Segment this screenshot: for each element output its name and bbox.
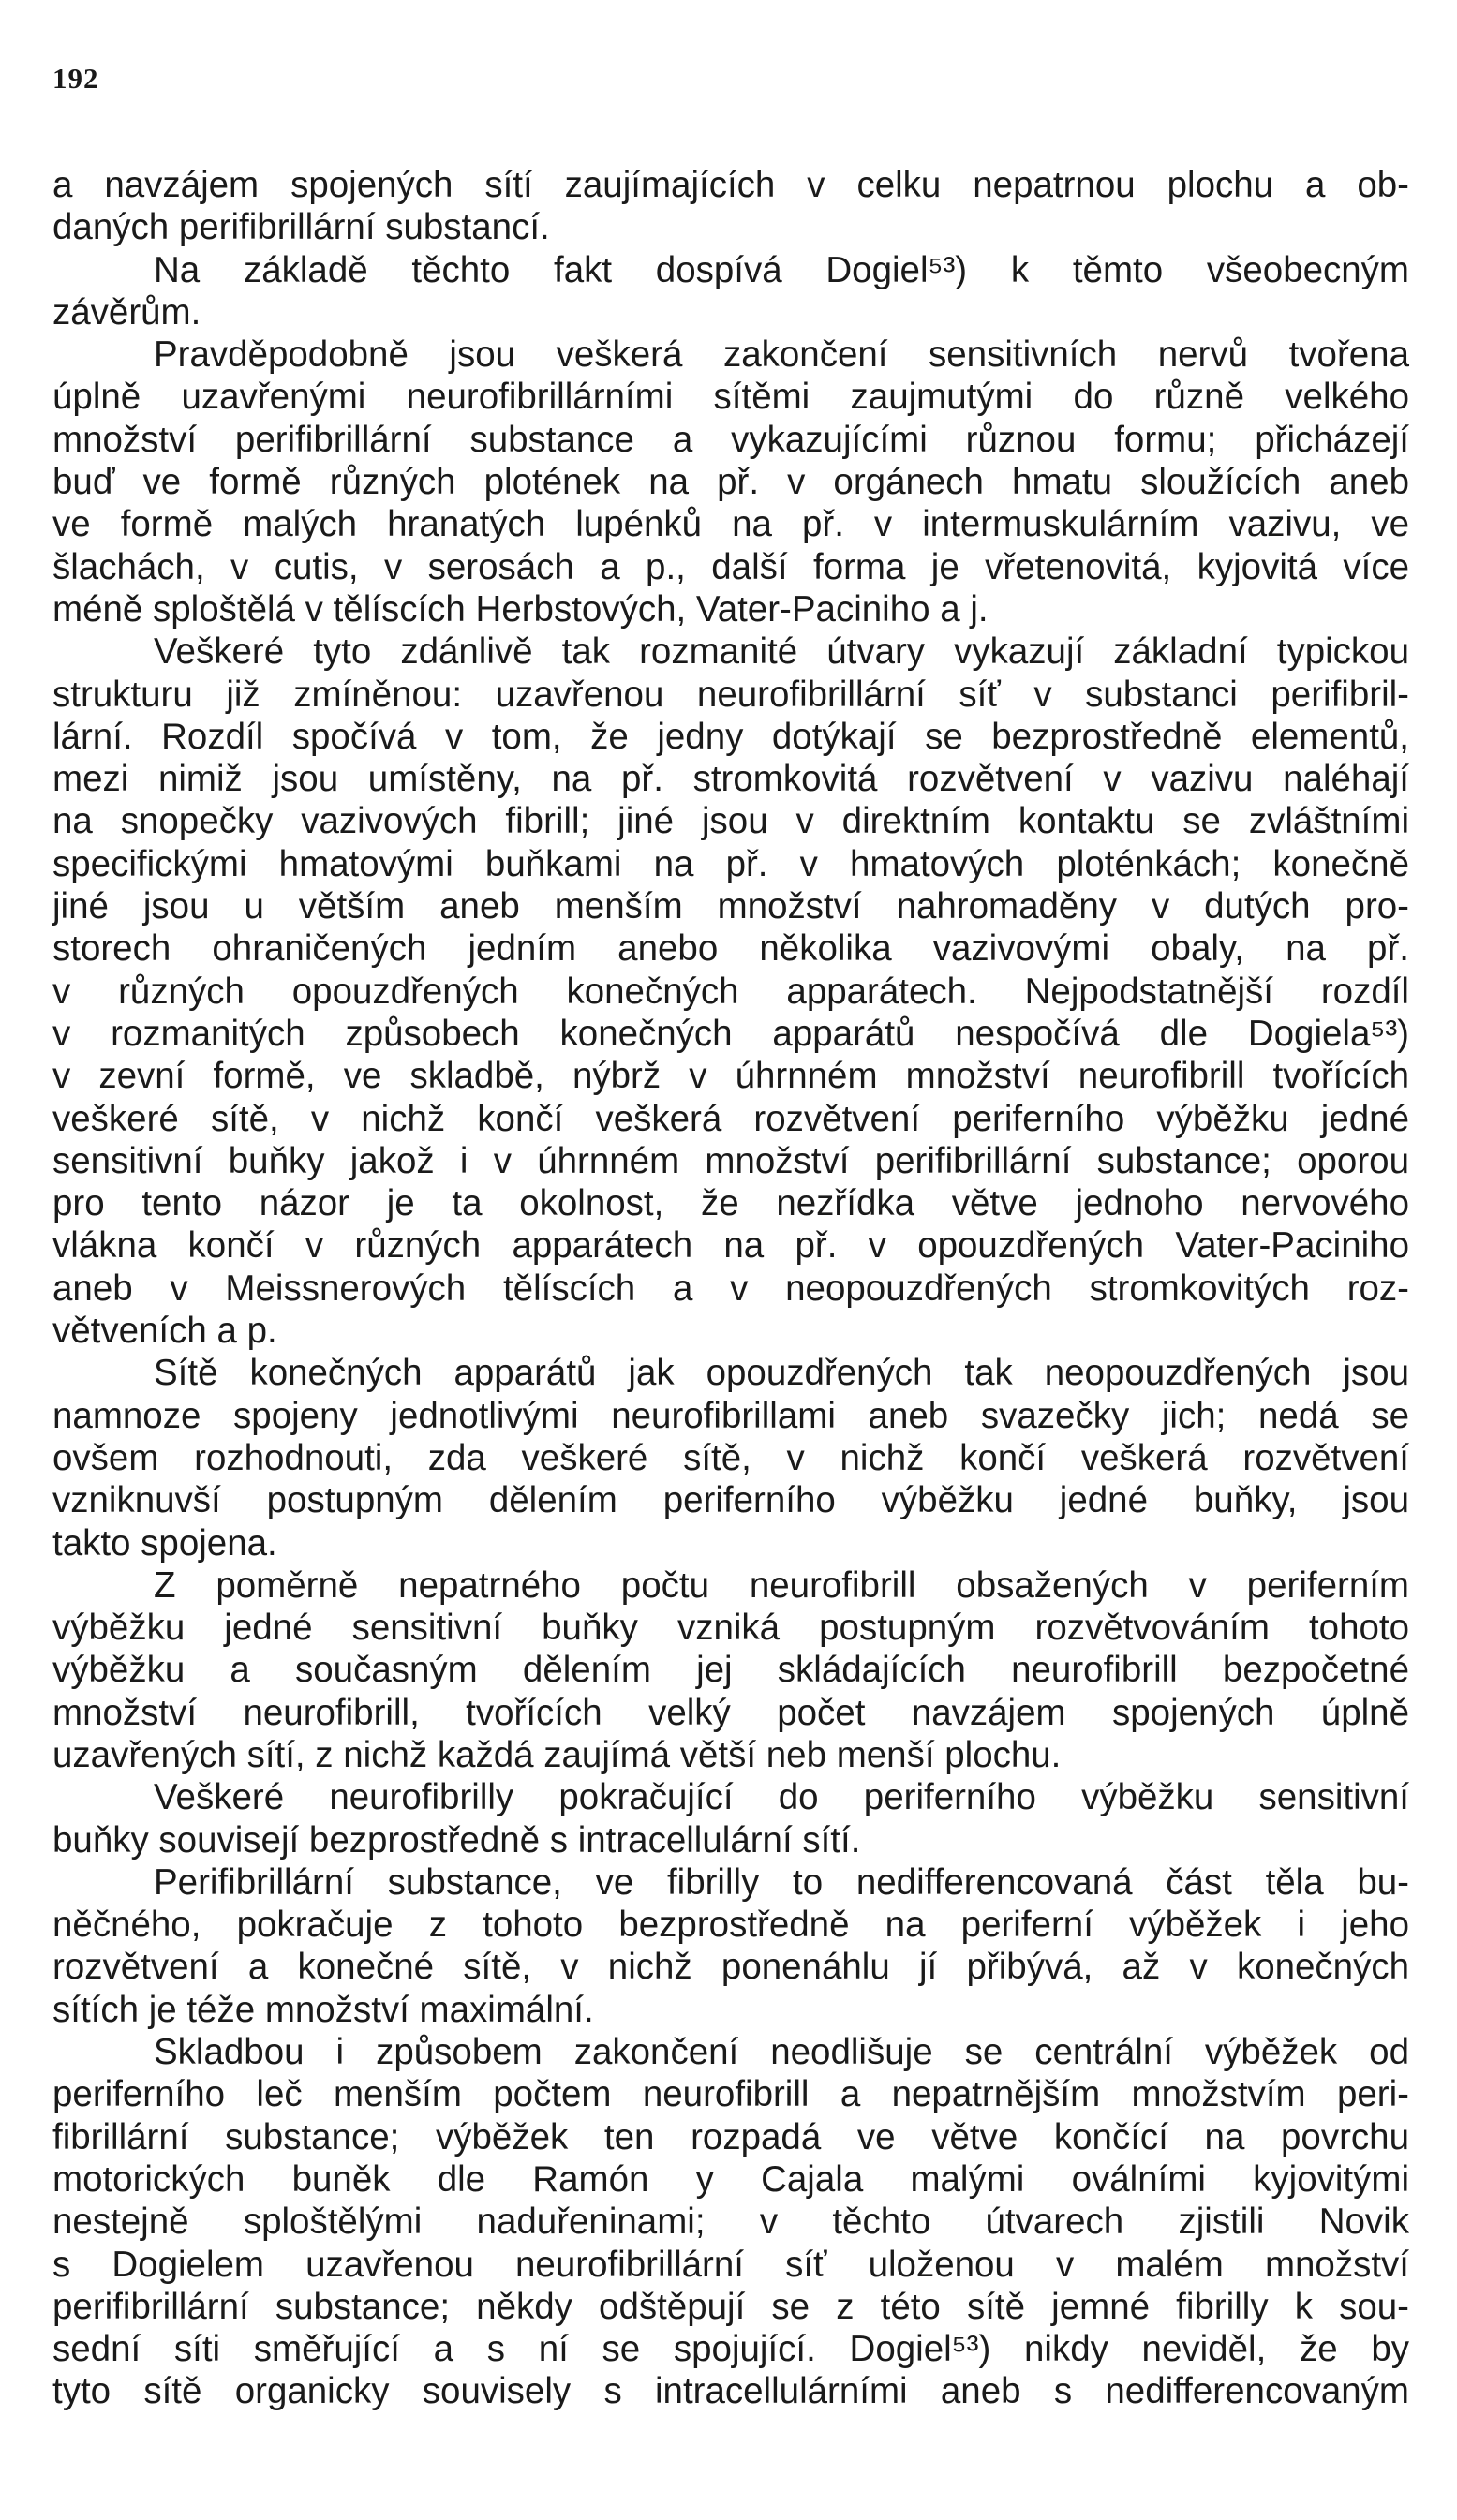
text-line: výběžku a současným dělením jej skládajících neurofibrill bezpočetné [52,1650,1409,1691]
text-line: výběžku jedné sensitivní buňky vzniká postupným rozvětvováním tohoto [52,1608,1409,1649]
text-line: daných perifibrillární substancí. [52,207,550,248]
text-line: Veškeré neurofibrilly pokračující do periferního výběžku sensitivní [154,1777,1409,1818]
text-line: motorických buněk dle Ramón y Cajala malými oválními kyjovitými [52,2158,1409,2200]
text-line: Pravděpodobně jsou veškerá zakončení sensitivních nervů tvořena [154,334,1409,376]
page-number: 192 [52,62,99,95]
text-line: méně sploštělá v tělíscích Herbstových, Vater-Paciniho a j. [52,588,989,630]
text-line: aneb v Meissnerových tělíscích a v neopouzdřených stromkovitých roz- [52,1267,1409,1309]
text-line: vlákna končí v různých apparátech na př. v opouzdřených Vater-Paciniho [52,1225,1409,1267]
text-line: něčného, pokračuje z tohoto bezprostředně na periferní výběžek i jeho [52,1905,1409,1946]
text-line: sední síti směřující a s ní se spojující. Dogiel⁵³) nikdy neviděl, že by [52,2329,1409,2370]
text-line: Skladbou i způsobem zakončení neodlišuje se centrální výběžek od [154,2032,1409,2073]
text-line: v rozmanitých způsobech konečných apparátů nespočívá dle Dogiela⁵³) [52,1013,1409,1054]
text-line: uzavřených sítí, z nichž každá zaujímá větší neb menší plochu. [52,1734,1062,1775]
text-line: množství perifibrillární substance a vykazujícími různou formu; přicházejí [52,419,1409,460]
text-line: rozvětvení a konečné sítě, v nichž ponenáhlu jí přibývá, až v konečných [52,1947,1409,1988]
text-line: takto spojena. [52,1522,277,1564]
text-line: nestejně sploštělými naduřeninami; v těchto útvarech zjistili Novik [52,2201,1409,2243]
text-line: periferního leč menším počtem neurofibrill a nepatrnějším množstvím peri- [52,2074,1409,2115]
text-line: pro tento názor je ta okolnost, že nezřídka větve jednoho nervového [52,1183,1409,1224]
text-line: namnoze spojeny jednotlivými neurofibrillami aneb svazečky jich; nedá se [52,1395,1409,1436]
text-line: šlachách, v cutis, v serosách a p., další forma je vřetenovitá, kyjovitá více [52,546,1409,587]
text-line: množství neurofibrill, tvořících velký počet navzájem spojených úplně [52,1692,1409,1733]
text-line: sensitivní buňky jakož i v úhrnném množství perifibrillární substance; oporou [52,1140,1409,1181]
text-line: vzniknuvší postupným dělením periferního výběžku jedné buňky, jsou [52,1480,1409,1521]
text-line: sítích je téže množství maximální. [52,1989,594,2030]
text-line: v zevní formě, ve skladbě, nýbrž v úhrnném množství neurofibrill tvořících [52,1056,1409,1097]
text-line: závěrům. [52,291,201,333]
text-line: perifibrillární substance; někdy odštěpují se z této sítě jemné fibrilly k sou- [52,2286,1409,2327]
text-line: tyto sítě organicky souvisely s intracellulárními aneb s nedifferencovaným [52,2371,1409,2412]
text-line: strukturu již zmíněnou: uzavřenou neurofibrillární síť v substanci perifibril- [52,674,1409,715]
text-line: buď ve formě různých plotének na př. v orgánech hmatu sloužících aneb [52,462,1409,503]
text-line: specifickými hmatovými buňkami na př. v hmatových ploténkách; konečně [52,843,1409,884]
text-line: Sítě konečných apparátů jak opouzdřených tak neopouzdřených jsou [154,1353,1409,1394]
text-line: mezi nimiž jsou umístěny, na př. stromkovitá rozvětvení v vazivu naléhají [52,759,1409,800]
text-line: storech ohraničených jedním anebo několika vazivovými obaly, na př. [52,928,1409,970]
text-line: lární. Rozdíl spočívá v tom, že jedny dotýkají se bezprostředně elementů, [52,716,1409,757]
text-line: a navzájem spojených sítí zaujímajících v celku nepatrnou plochu a ob- [52,165,1409,205]
text-line: jiné jsou u větším aneb menším množství nahromaděny v dutých pro- [52,886,1409,927]
body-text [52,164,1409,2413]
text-line: buňky souvisejí bezprostředně s intracellulární sítí. [52,1819,861,1860]
text-line: úplně uzavřenými neurofibrillárními sítěmi zaujmutými do různě velkého [52,377,1409,418]
text-line: Na základě těchto fakt dospívá Dogiel⁵³) k těmto všeobecným [154,249,1409,290]
text-line: v různých opouzdřených konečných apparátech. Nejpodstatnější rozdíl [52,971,1409,1012]
text-line: s Dogielem uzavřenou neurofibrillární síť uloženou v malém množství [52,2244,1409,2285]
text-line: Veškeré tyto zdánlivě tak rozmanité útvary vykazují základní typickou [154,631,1409,673]
text-line: ve formě malých hranatých lupénků na př. v intermuskulárním vazivu, ve [52,504,1409,545]
text-line: fibrillární substance; výběžek ten rozpadá ve větve končící na povrchu [52,2116,1409,2157]
text-line: ovšem rozhodnouti, zda veškeré sítě, v nichž končí veškerá rozvětvení [52,1437,1409,1478]
text-line: větveních a p. [52,1311,277,1352]
text-line: Z poměrně nepatrného počtu neurofibrill obsažených v periferním [154,1564,1409,1606]
text-line: veškeré sítě, v nichž končí veškerá rozvětvení periferního výběžku jedné [52,1098,1409,1139]
text-line: Perifibrillární substance, ve fibrilly to nedifferencovaná část těla bu- [154,1861,1409,1903]
text-line: na snopečky vazivových fibrill; jiné jsou v direktním kontaktu se zvláštními [52,801,1409,842]
